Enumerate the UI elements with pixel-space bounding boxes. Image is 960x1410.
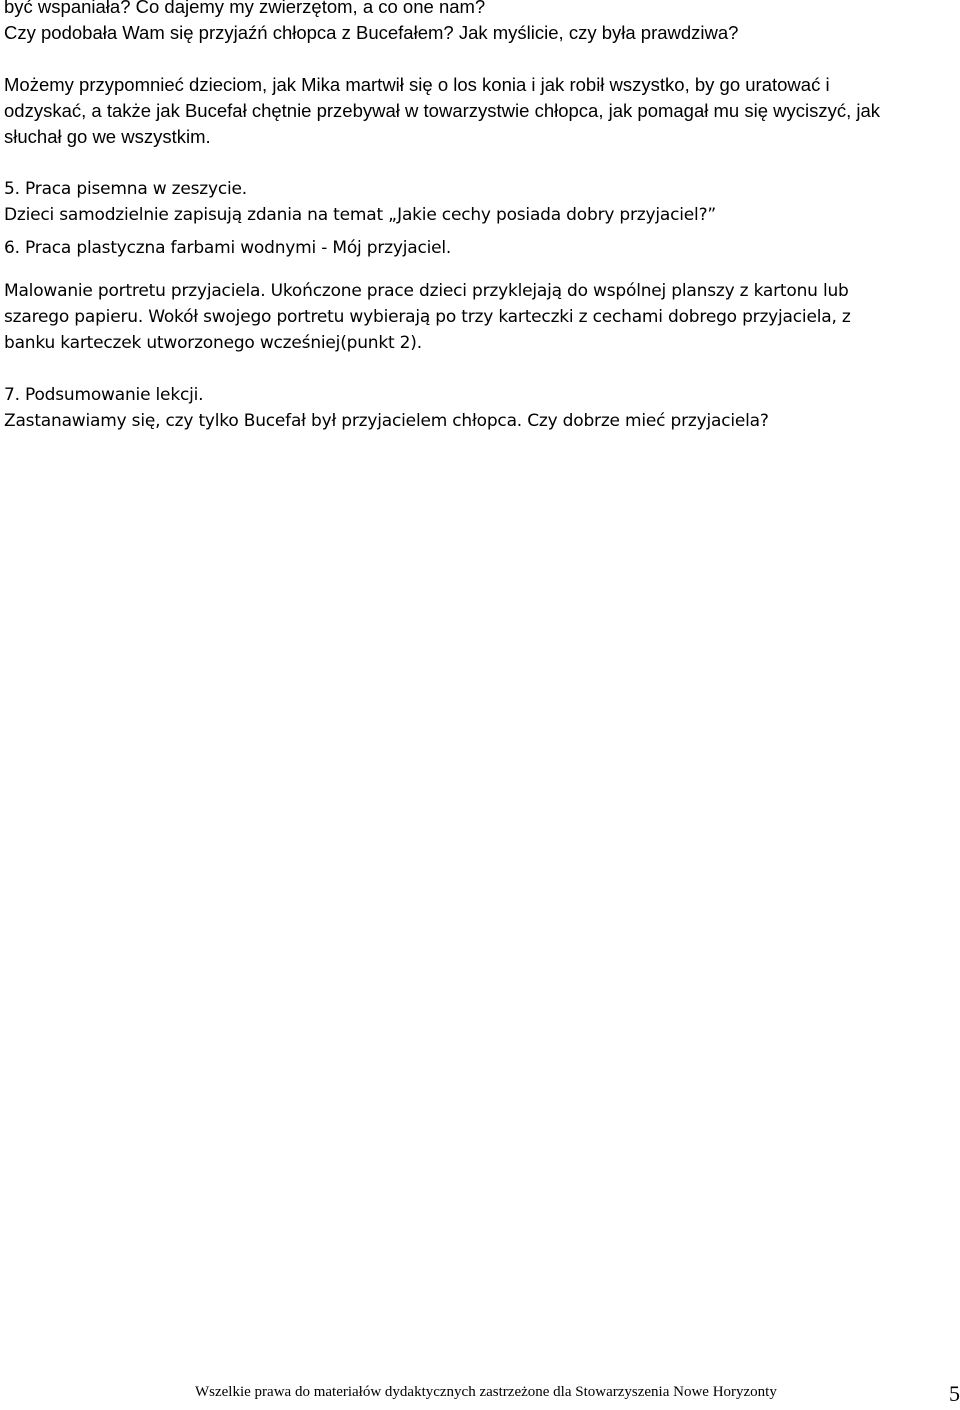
section-heading: 6. Praca plastyczna farbami wodnymi - Mój przyjaciel. (4, 238, 452, 258)
section-text: Zastanawiamy się, czy tylko Bucefał był przyjacielem chłopca. Czy dobrze mieć przyjaciela? (4, 411, 769, 431)
text-line: być wspaniała? Co dajemy my zwierzętom, a co one nam? (4, 0, 486, 17)
page-footer: Wszelkie prawa do materiałów dydaktycznych zastrzeżone dla Stowarzyszenia Nowe Horyzonty (195, 1384, 777, 1400)
section-6 (4, 235, 954, 356)
text-line: Czy podobała Wam się przyjaźń chłopca z Bucefałem? Jak myślicie, czy była prawdziwa? (4, 22, 739, 43)
intro-paragraph (4, 0, 954, 46)
recap-paragraph (4, 72, 954, 150)
text-line: odzyskać, a także jak Bucefał chętnie przebywał w towarzystwie chłopca, jak pomagał mu się wyciszyć, jak (4, 100, 881, 121)
section-heading: 5. Praca pisemna w zeszycie. (4, 179, 248, 199)
section-text: Dzieci samodzielnie zapisują zdania na temat „Jakie cechy posiada dobry przyjaciel?” (4, 205, 717, 225)
text-line: Możemy przypomnieć dzieciom, jak Mika martwił się o los konia i jak robił wszystko, by go uratować i (4, 74, 830, 95)
section-text: Malowanie portretu przyjaciela. Ukończone prace dzieci przyklejają do wspólnej planszy z kartonu lub (4, 281, 849, 301)
section-text: szarego papieru. Wokół swojego portretu wybierają po trzy karteczki z cechami dobrego przyjaciela, z (4, 307, 851, 327)
section-text: banku karteczek utworzonego wcześniej(punkt 2). (4, 333, 422, 353)
section-7 (4, 382, 954, 434)
document-body (4, 0, 954, 434)
text-line: słuchał go we wszystkim. (4, 126, 211, 147)
page-number: 5 (949, 1381, 960, 1406)
section-heading: 7. Podsumowanie lekcji. (4, 385, 204, 405)
section-5 (4, 176, 954, 228)
